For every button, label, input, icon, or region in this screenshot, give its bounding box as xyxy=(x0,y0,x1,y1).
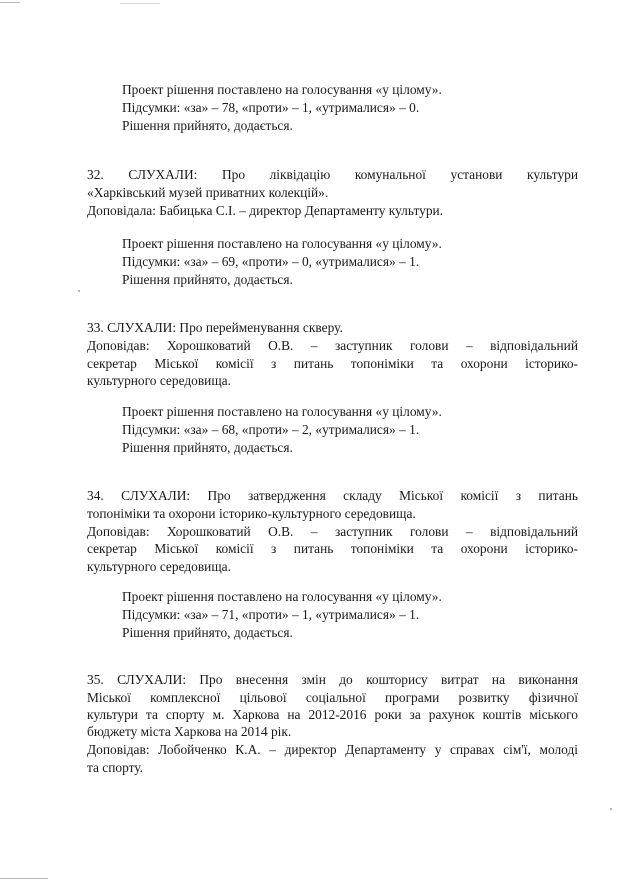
decision-text: Рішення прийнято, додається. xyxy=(122,118,293,133)
agenda-item-text: бюджету міста Харкова на 2014 рік. xyxy=(87,724,292,739)
scan-edge-mark xyxy=(0,2,20,3)
decision-text: Рішення прийнято, додається. xyxy=(122,625,293,640)
speaker-text: Доповідав: Хорошковатий О.В. – заступник голови – відповідальний xyxy=(87,338,578,353)
speaker-text: культурного середовища. xyxy=(87,373,231,388)
agenda-item-heading: 33. СЛУХАЛИ: Про перейменування скверу. xyxy=(87,320,343,335)
agenda-item-heading: 35. СЛУХАЛИ: Про внесення змін до кошторису витрат на виконання xyxy=(87,672,578,687)
scan-speck xyxy=(610,808,612,810)
vote-result: Підсумки: «за» – 71, «проти» – 1, «утрималися» – 1. xyxy=(122,607,420,622)
vote-text: Проект рішення поставлено на голосування «у цілому». xyxy=(122,589,442,604)
speaker-text: Доповідав: Лобойченко К.А. – директор Департаменту у справах сім'ї, молоді xyxy=(87,742,578,757)
vote-text: Проект рішення поставлено на голосування «у цілому». xyxy=(122,82,442,97)
vote-text: Проект рішення поставлено на голосування «у цілому». xyxy=(122,404,442,419)
scan-edge-mark xyxy=(120,3,160,4)
vote-result: Підсумки: «за» – 68, «проти» – 2, «утрималися» – 1. xyxy=(122,422,420,437)
speaker-text: Доповідав: Хорошковатий О.В. – заступник голови – відповідальний xyxy=(87,524,578,539)
scan-edge-mark xyxy=(0,878,48,879)
vote-result: Підсумки: «за» – 78, «проти» – 1, «утрималися» – 0. xyxy=(122,100,420,115)
speaker-text: секретар Міської комісії з питань топоніміки та охорони історико- xyxy=(87,541,578,556)
agenda-item-text: Міської комплексної цільової соціальної програми розвитку фізичної xyxy=(87,690,578,705)
agenda-item-heading: 34. СЛУХАЛИ: Про затвердження складу Міської комісії з питань xyxy=(87,488,578,503)
speaker-text: культурного середовища. xyxy=(87,559,231,574)
vote-text: Проект рішення поставлено на голосування «у цілому». xyxy=(122,236,442,251)
vote-result: Підсумки: «за» – 69, «проти» – 0, «утрималися» – 1. xyxy=(122,254,420,269)
speaker-text: та спорту. xyxy=(87,760,144,775)
agenda-item-heading: 32. СЛУХАЛИ: Про ліквідацію комунальної установи культури xyxy=(87,167,578,182)
speaker-text: Доповідала: Бабицька С.І. – директор Департаменту культури. xyxy=(87,203,444,218)
agenda-item-text: «Харківський музей приватних колекцій». xyxy=(87,185,329,200)
decision-text: Рішення прийнято, додається. xyxy=(122,272,293,287)
scan-speck xyxy=(78,290,80,292)
agenda-item-text: культури та спорту м. Харкова на 2012-2016 роки за рахунок коштів міського xyxy=(87,707,578,722)
agenda-item-text: топоніміки та охорони історико-культурного середовища. xyxy=(87,506,416,521)
decision-text: Рішення прийнято, додається. xyxy=(122,440,293,455)
speaker-text: секретар Міської комісії з питань топоніміки та охорони історико- xyxy=(87,356,578,371)
